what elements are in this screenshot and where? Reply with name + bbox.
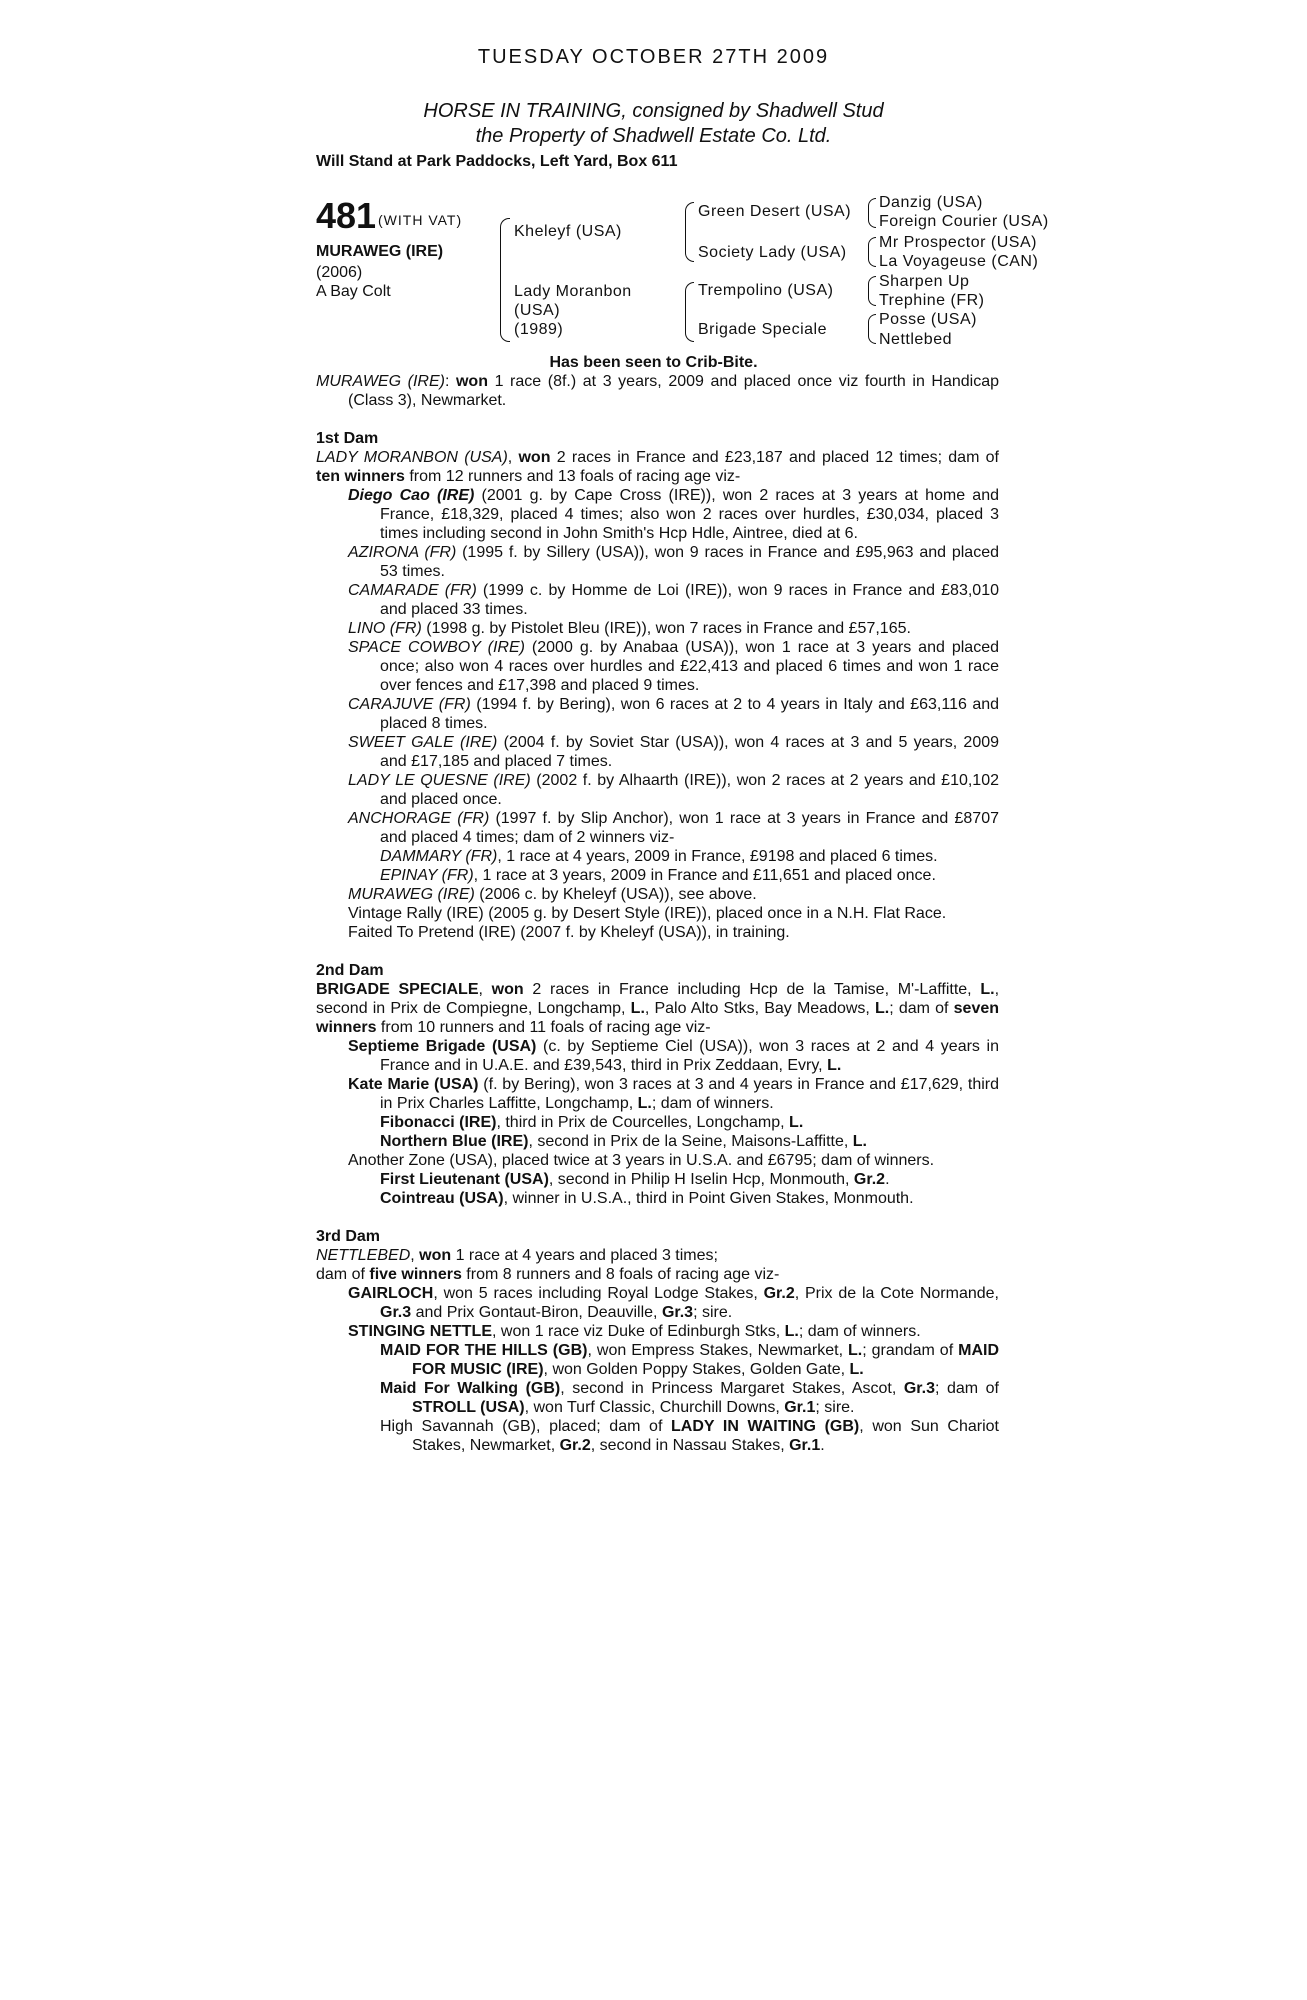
pedigree-brace-ss (868, 198, 876, 228)
first-dam-text: LADY MORANBON (USA), won 2 races in France and £23,187 and placed 12 times; dam of ten winners from 12 runners and 13 foals of racing age viz- (316, 449, 1000, 485)
second-dam-heading: 2nd Dam (316, 962, 384, 979)
produce-item: MAID FOR THE HILLS (GB), won Empress Stakes, Newmarket, L.; grandam of MAID FOR MUSIC (IRE), won Golden Poppy Stakes, Golden Gate, L. (380, 1342, 1000, 1378)
foaling-year: (2006) (316, 264, 363, 281)
produce-item: SWEET GALE (IRE) (2004 f. by Soviet Star (USA)), won 4 races at 3 and 5 years, 2009 and £17,185 and placed 7 times. (348, 734, 1000, 770)
pedigree-brace-dam (685, 282, 694, 342)
produce-item: SPACE COWBOY (IRE) (2000 g. by Anabaa (USA)), won 1 race at 3 years and placed once; also won 4 races over hurdles and £22,413 and placed 6 times and won 1 race over fences and £17,398 and placed 9 times. (348, 639, 999, 694)
produce-item: AZIRONA (FR) (1995 f. by Sillery (USA)), won 9 races in France and £95,963 and placed 53 times. (348, 544, 1000, 580)
pedigree-brace-gen1 (500, 218, 510, 342)
pedigree-ssd: Foreign Courier (USA) (879, 213, 1049, 230)
pedigree-sire-dam: Society Lady (USA) (698, 244, 847, 261)
pedigree-dsd: Trephine (FR) (879, 292, 985, 309)
pedigree-dam-sire: Trempolino (USA) (698, 282, 834, 299)
produce-item: MURAWEG (IRE) (2006 c. by Kheleyf (USA)), see above. (348, 886, 757, 903)
produce-item: CAMARADE (FR) (1999 c. by Homme de Loi (IRE)), won 9 races in France and £83,010 and placed 33 times. (348, 582, 999, 618)
third-dam-text: NETTLEBED, won 1 race at 4 years and placed 3 times; dam of five winners from 8 runners and 8 foals of racing age viz- (316, 1247, 780, 1283)
pedigree-brace-sd (868, 237, 876, 267)
produce-item: LINO (FR) (1998 g. by Pistolet Bleu (IRE)), won 7 races in France and £57,165. (348, 620, 911, 637)
pedigree-sds: Mr Prospector (USA) (879, 234, 1037, 251)
pedigree-brace-sire (685, 202, 694, 262)
stand-location: Will Stand at Park Paddocks, Left Yard, Box 611 (316, 153, 678, 170)
pedigree-sire: Kheleyf (USA) (514, 223, 622, 240)
pedigree-brace-ds (868, 276, 876, 306)
pedigree-dam-origin: (USA) (514, 302, 561, 319)
pedigree-dam-dam: Brigade Speciale (698, 321, 827, 338)
produce-item: First Lieutenant (USA), second in Philip H Iselin Hcp, Monmouth, Gr.2. (380, 1171, 890, 1188)
pedigree-sdd: La Voyageuse (CAN) (879, 253, 1039, 270)
pedigree-sss: Danzig (USA) (879, 194, 983, 211)
produce-item: GAIRLOCH, won 5 races including Royal Lodge Stakes, Gr.2, Prix de la Cote Normande, Gr.3 and Prix Gontaut-Biron, Deauville, Gr.3; sire. (348, 1285, 1000, 1321)
horse-description: A Bay Colt (316, 283, 391, 300)
third-dam-heading: 3rd Dam (316, 1228, 381, 1245)
produce-item: STINGING NETTLE, won 1 race viz Duke of Edinburgh Stks, L.; dam of winners. (348, 1323, 921, 1340)
produce-item: EPINAY (FR), 1 race at 3 years, 2009 in France and £11,651 and placed once. (380, 867, 936, 884)
produce-item: High Savannah (GB), placed; dam of LADY IN WAITING (GB), won Sun Chariot Stakes, Newmarket, Gr.2, second in Nassau Stakes, Gr.1. (380, 1418, 999, 1454)
produce-item: LADY LE QUESNE (IRE) (2002 f. by Alhaarth (IRE)), won 2 races at 2 years and £10,102 and placed once. (348, 772, 1000, 808)
produce-item: Cointreau (USA), winner in U.S.A., third in Point Given Stakes, Monmouth. (380, 1190, 914, 1207)
lot-number: 481 (316, 195, 377, 236)
pedigree-dss: Sharpen Up (879, 273, 970, 290)
vat-note: (WITH VAT) (378, 212, 463, 228)
pedigree-ddd: Nettlebed (879, 331, 952, 348)
crib-bite-note: Has been seen to Crib-Bite. (549, 354, 758, 371)
pedigree-dds: Posse (USA) (879, 311, 977, 328)
produce-item: Diego Cao (IRE) (2001 g. by Cape Cross (IRE)), won 2 races at 3 years at home and France, £18,329, placed 4 times; also won 2 races over hurdles, £30,034, placed 3 times including second in John Smith's Hcp Hdle, Aintree, died at 6. (348, 487, 1000, 542)
produce-item: Northern Blue (IRE), second in Prix de la Seine, Maisons-Laffitte, L. (380, 1133, 867, 1150)
pedigree-brace-dd (868, 314, 876, 344)
pedigree-dam-year: (1989) (514, 321, 564, 338)
second-dam-text: BRIGADE SPECIALE, won 2 races in France including Hcp de la Tamise, M'-Laffitte, L., second in Prix de Compiegne, Longchamp, L., Palo Alto Stks, Bay Meadows, L.; dam of seven winners from 10 runners and 11 foals of racing age viz- (316, 981, 1000, 1036)
produce-item: CARAJUVE (FR) (1994 f. by Bering), won 6 races at 2 to 4 years in Italy and £63,116 and placed 8 times. (348, 696, 1000, 732)
produce-item: Maid For Walking (GB), second in Princess Margaret Stakes, Ascot, Gr.3; dam of STROLL (USA), won Turf Classic, Churchill Downs, Gr.1; sire. (380, 1380, 999, 1416)
pedigree-dam: Lady Moranbon (514, 283, 632, 300)
produce-item: Fibonacci (IRE), third in Prix de Courcelles, Longchamp, L. (380, 1114, 804, 1131)
race-record: MURAWEG (IRE): won 1 race (8f.) at 3 years, 2009 and placed once viz fourth in Handicap (Class 3), Newmarket. (316, 373, 1000, 409)
produce-item: DAMMARY (FR), 1 race at 4 years, 2009 in France, £9198 and placed 6 times. (380, 848, 938, 865)
produce-item: Kate Marie (USA) (f. by Bering), won 3 races at 3 and 4 years in France and £17,629, third in Prix Charles Laffitte, Longchamp, L.; dam of winners. (348, 1076, 999, 1112)
property-line: the Property of Shadwell Estate Co. Ltd. (475, 125, 832, 147)
produce-item: Vintage Rally (IRE) (2005 g. by Desert Style (IRE)), placed once in a N.H. Flat Race. (348, 905, 947, 922)
pedigree-sire-sire: Green Desert (USA) (698, 203, 852, 220)
produce-item: Faited To Pretend (IRE) (2007 f. by Kheleyf (USA)), in training. (348, 924, 790, 941)
consignor-line: HORSE IN TRAINING, consigned by Shadwell Stud (423, 100, 884, 122)
sale-date: TUESDAY OCTOBER 27TH 2009 (477, 46, 830, 68)
horse-name: MURAWEG (IRE) (316, 243, 444, 260)
produce-item: Septieme Brigade (USA) (c. by Septieme Ciel (USA)), won 3 races at 2 and 4 years in France and in U.A.E. and £39,543, third in Prix Zeddaan, Evry, L. (348, 1038, 999, 1074)
produce-item: ANCHORAGE (FR) (1997 f. by Slip Anchor), won 1 race at 3 years in France and £8707 and placed 4 times; dam of 2 winners viz- (348, 810, 999, 846)
produce-item: Another Zone (USA), placed twice at 3 years in U.S.A. and £6795; dam of winners. (348, 1152, 935, 1169)
catalogue-body (316, 372, 999, 1455)
first-dam-heading: 1st Dam (316, 430, 379, 447)
